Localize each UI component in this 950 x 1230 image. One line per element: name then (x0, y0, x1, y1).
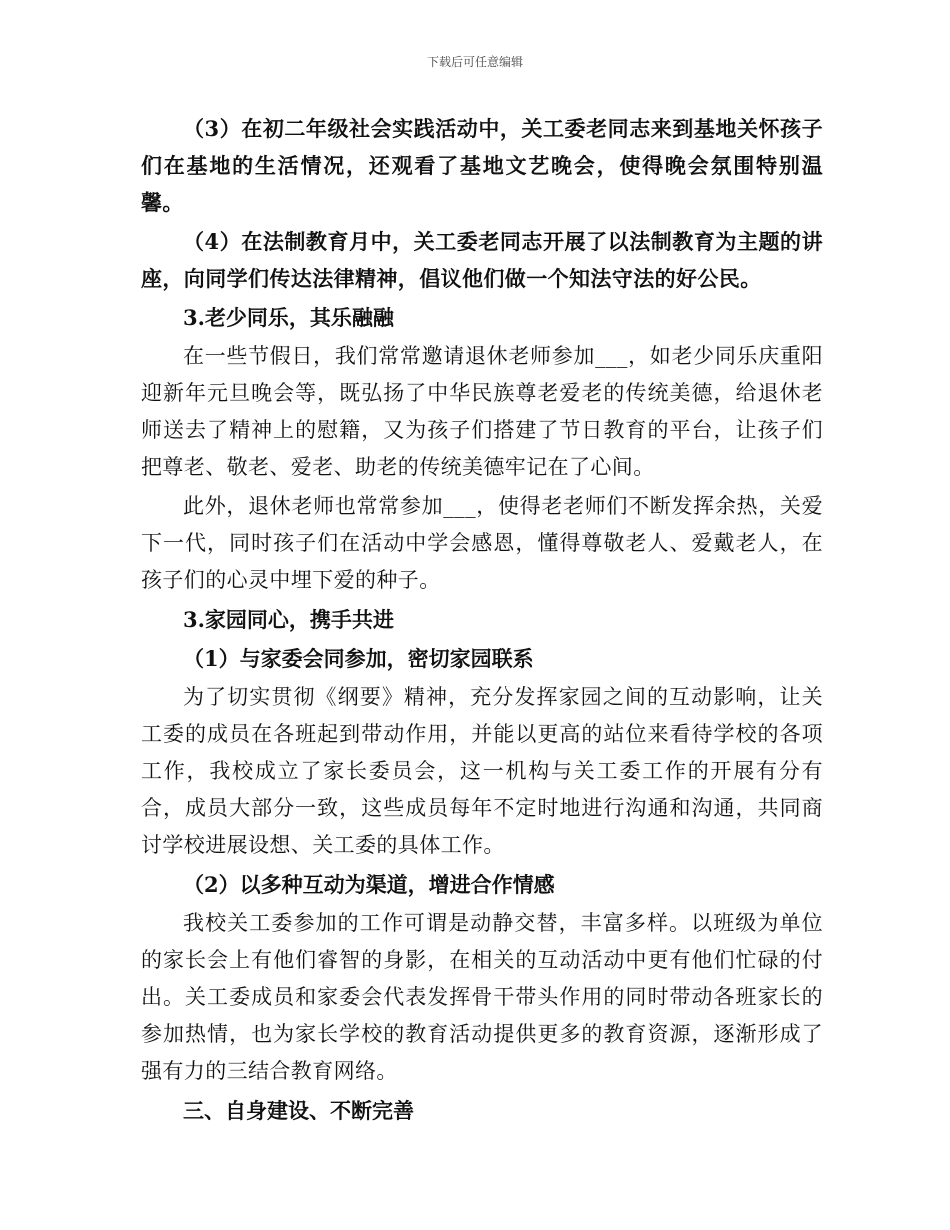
section-heading-self-building: 三、自身建设、不断完善 (183, 1098, 414, 1123)
section-heading-old-young: 3.老少同乐，其乐融融 (183, 305, 394, 330)
document-body (141, 110, 823, 1131)
subsection-heading-parents-committee: （1）与家委会同参加，密切家园联系 (183, 646, 534, 671)
paragraph-practice-activity: （3）在初二年级社会实践活动中，关工委老同志来到基地关怀孩子们在基地的生活情况，还观看了基地文艺晚会，使得晚会氛围特别温馨。 (141, 116, 823, 215)
page-header: 下载后可任意编辑 (426, 55, 523, 69)
paragraph-law-education: （4）在法制教育月中，关工委老同志开展了以法制教育为主题的讲座，向同学们传达法律精神，倡议他们做一个知法守法的好公民。 (141, 229, 823, 291)
paragraph-outline-spirit: 为了切实贯彻《纲要》精神，充分发挥家园之间的互动影响，让关工委的成员在各班起到带动作用，并能以更高的站位来看待学校的各项工作，我校成立了家长委员会，这一机构与关工委工作的开展有分有合，成员大部分一致，这些成员每年不定时地进行沟通和沟通，共同商讨学校进展设想、关工委的具体工作。 (141, 685, 823, 857)
section-heading-home-school: 3.家园同心，携手共进 (183, 607, 394, 632)
subsection-heading-interaction: （2）以多种互动为渠道，增进合作情感 (183, 872, 555, 897)
paragraph-holidays: 在一些节假日，我们常常邀请退休老师参加___，如老少同乐庆重阳迎新年元旦晚会等，既弘扬了中华民族尊老爱老的传统美德，给退休老师送去了精神上的慰籍，又为孩子们搭建了节日教育的平台，让孩子们把尊老、敬老、爱老、助老的传统美德牢记在了心间。 (141, 344, 823, 479)
paragraph-retired-teachers: 此外，退休老师也常常参加___，使得老老师们不断发挥余热，关爱下一代，同时孩子们在活动中学会感恩，懂得尊敬老人、爱戴老人，在孩子们的心灵中埋下爱的种子。 (141, 494, 823, 592)
paragraph-committee-work: 我校关工委参加的工作可谓是动静交替，丰富多样。以班级为单位的家长会上有他们睿智的身影，在相关的互动活动中更有他们忙碌的付出。关工委成员和家委会代表发挥骨干带头作用的同时带动各班家长的参加热情，也为家长学校的教育活动提供更多的教育资源，逐渐形成了强有力的三结合教育网络。 (141, 911, 823, 1083)
